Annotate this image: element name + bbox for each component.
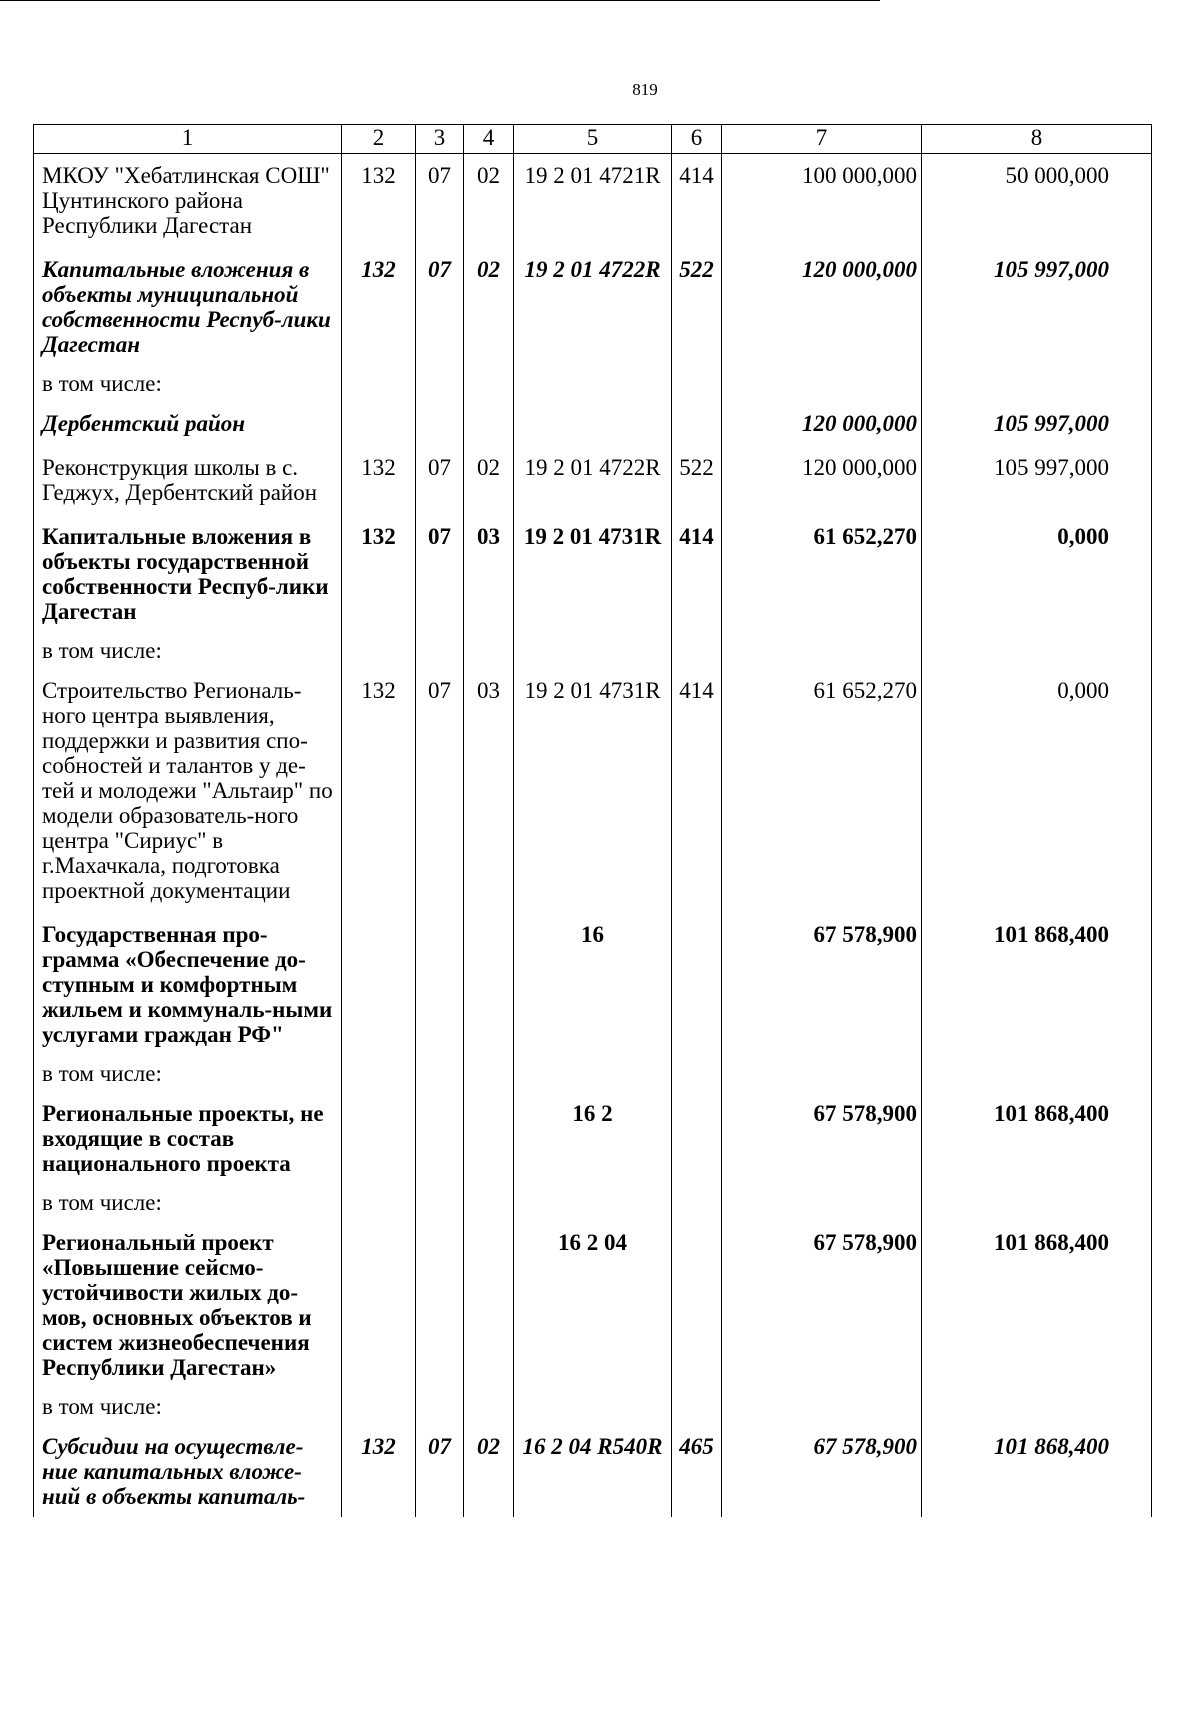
section-cell: 07	[416, 446, 464, 515]
amount-cell: 67 578,900	[722, 1092, 922, 1186]
subsection-cell	[464, 913, 514, 1057]
section-cell	[416, 913, 464, 1057]
target-article-cell: 16	[514, 913, 672, 1057]
target-article-cell	[514, 634, 672, 669]
expense-type-cell: 414	[672, 515, 722, 634]
column-header: 8	[922, 125, 1152, 154]
expense-type-cell: 414	[672, 154, 722, 249]
code-cell	[342, 367, 416, 402]
amount-cell: 105 997,000	[922, 248, 1152, 367]
code-cell	[342, 1221, 416, 1390]
column-header: 7	[722, 125, 922, 154]
amount-cell	[722, 634, 922, 669]
expense-type-cell	[672, 1186, 722, 1221]
table-row	[34, 1092, 1152, 1186]
amount-cell: 120 000,000	[722, 446, 922, 515]
target-article-cell: 19 2 01 4722R	[514, 446, 672, 515]
subsection-cell: 02	[464, 154, 514, 249]
page-number: 819	[632, 80, 658, 99]
subsection-cell	[464, 367, 514, 402]
subsection-cell	[464, 1390, 514, 1425]
code-cell: 132	[342, 1425, 416, 1517]
subsection-cell: 03	[464, 515, 514, 634]
amount-cell	[922, 634, 1152, 669]
target-article-cell: 19 2 01 4721R	[514, 154, 672, 249]
table-row	[34, 1221, 1152, 1390]
section-cell: 07	[416, 515, 464, 634]
code-cell	[342, 634, 416, 669]
section-cell: 07	[416, 1425, 464, 1517]
table-row	[34, 1425, 1152, 1517]
row-name-cell: в том числе:	[34, 367, 342, 402]
column-header: 3	[416, 125, 464, 154]
code-cell	[342, 1186, 416, 1221]
amount-cell: 101 868,400	[922, 913, 1152, 1057]
subsection-cell: 02	[464, 446, 514, 515]
code-cell	[342, 1390, 416, 1425]
table-row	[34, 515, 1152, 634]
expense-type-cell	[672, 1092, 722, 1186]
amount-cell: 105 997,000	[922, 446, 1152, 515]
amount-cell	[722, 1057, 922, 1092]
code-cell: 132	[342, 515, 416, 634]
subsection-cell	[464, 1092, 514, 1186]
table-row	[34, 1186, 1152, 1221]
code-cell: 132	[342, 154, 416, 249]
code-cell	[342, 1057, 416, 1092]
target-article-cell	[514, 367, 672, 402]
subsection-cell	[464, 1221, 514, 1390]
amount-cell: 120 000,000	[722, 402, 922, 446]
column-header: 6	[672, 125, 722, 154]
code-cell	[342, 402, 416, 446]
section-cell	[416, 1186, 464, 1221]
code-cell: 132	[342, 446, 416, 515]
row-name-cell: Региональный проект «Повышение сейсмо-устойчивости жилых до-мов, основных объектов и систем жизнеобеспечения Республики Дагестан»	[34, 1221, 342, 1390]
section-cell	[416, 1092, 464, 1186]
amount-cell	[922, 1057, 1152, 1092]
target-article-cell	[514, 1186, 672, 1221]
amount-cell: 101 868,400	[922, 1221, 1152, 1390]
amount-cell: 50 000,000	[922, 154, 1152, 249]
expense-type-cell	[672, 1221, 722, 1390]
section-cell	[416, 634, 464, 669]
expense-type-cell: 522	[672, 446, 722, 515]
amount-cell: 61 652,270	[722, 669, 922, 913]
row-name-cell: Реконструкция школы в с. Геджух, Дербентский район	[34, 446, 342, 515]
expense-type-cell: 465	[672, 1425, 722, 1517]
table-row	[34, 402, 1152, 446]
expense-type-cell	[672, 1057, 722, 1092]
amount-cell: 105 997,000	[922, 402, 1152, 446]
row-name-cell: Региональные проекты, не входящие в состав национального проекта	[34, 1092, 342, 1186]
column-header: 5	[514, 125, 672, 154]
subsection-cell	[464, 402, 514, 446]
amount-cell	[922, 367, 1152, 402]
row-name-cell: Субсидии на осуществле-ние капитальных вложе-ний в объекты капиталь-	[34, 1425, 342, 1517]
amount-cell	[722, 1390, 922, 1425]
section-cell: 07	[416, 154, 464, 249]
column-header: 4	[464, 125, 514, 154]
expense-type-cell	[672, 1390, 722, 1425]
column-header: 1	[34, 125, 342, 154]
table-row	[34, 248, 1152, 367]
subsection-cell: 03	[464, 669, 514, 913]
target-article-cell: 16 2	[514, 1092, 672, 1186]
row-name-cell: Дербентский район	[34, 402, 342, 446]
amount-cell: 100 000,000	[722, 154, 922, 249]
section-cell	[416, 1057, 464, 1092]
amount-cell: 67 578,900	[722, 913, 922, 1057]
amount-cell: 0,000	[922, 515, 1152, 634]
table-row	[34, 1057, 1152, 1092]
table-row	[34, 913, 1152, 1057]
expense-type-cell	[672, 913, 722, 1057]
target-article-cell	[514, 1057, 672, 1092]
amount-cell: 61 652,270	[722, 515, 922, 634]
amount-cell	[722, 367, 922, 402]
amount-cell: 67 578,900	[722, 1425, 922, 1517]
table-row	[34, 669, 1152, 913]
expense-type-cell: 414	[672, 669, 722, 913]
expense-type-cell	[672, 402, 722, 446]
target-article-cell: 16 2 04	[514, 1221, 672, 1390]
subsection-cell	[464, 634, 514, 669]
row-name-cell: Капитальные вложения в объекты муниципальной собственности Респуб-лики Дагестан	[34, 248, 342, 367]
expense-type-cell	[672, 367, 722, 402]
table-row	[34, 154, 1152, 249]
header-row	[34, 125, 1152, 154]
target-article-cell	[514, 402, 672, 446]
table-row	[34, 634, 1152, 669]
code-cell	[342, 1092, 416, 1186]
subsection-cell	[464, 1186, 514, 1221]
table-body	[34, 154, 1152, 1518]
amount-cell: 101 868,400	[922, 1092, 1152, 1186]
target-article-cell: 19 2 01 4731R	[514, 515, 672, 634]
section-cell: 07	[416, 248, 464, 367]
budget-table	[33, 124, 1152, 1517]
row-name-cell: Государственная про-грамма «Обеспечение до-ступным и комфортным жильем и коммуналь-ными услугами граждан РФ"	[34, 913, 342, 1057]
target-article-cell: 19 2 01 4731R	[514, 669, 672, 913]
amount-cell	[922, 1390, 1152, 1425]
amount-cell	[722, 1186, 922, 1221]
target-article-cell: 19 2 01 4722R	[514, 248, 672, 367]
target-article-cell: 16 2 04 R540R	[514, 1425, 672, 1517]
subsection-cell: 02	[464, 1425, 514, 1517]
section-cell	[416, 402, 464, 446]
code-cell: 132	[342, 248, 416, 367]
section-cell	[416, 1390, 464, 1425]
row-name-cell: в том числе:	[34, 1186, 342, 1221]
table-row	[34, 367, 1152, 402]
code-cell	[342, 913, 416, 1057]
row-name-cell: Строительство Региональ-ного центра выявления, поддержки и развития спо-собностей и талантов у де-тей и молодежи "Альтаир" по модели образователь-ного центра "Сириус" в г.Махачкала, подготовка проектной документации	[34, 669, 342, 913]
expense-type-cell: 522	[672, 248, 722, 367]
section-cell	[416, 1221, 464, 1390]
row-name-cell: Капитальные вложения в объекты государственной собственности Респуб-лики Дагестан	[34, 515, 342, 634]
subsection-cell	[464, 1057, 514, 1092]
table-row	[34, 1390, 1152, 1425]
expense-type-cell	[672, 634, 722, 669]
row-name-cell: в том числе:	[34, 1390, 342, 1425]
column-header: 2	[342, 125, 416, 154]
table-row	[34, 446, 1152, 515]
amount-cell: 120 000,000	[722, 248, 922, 367]
amount-cell: 101 868,400	[922, 1425, 1152, 1517]
row-name-cell: в том числе:	[34, 634, 342, 669]
amount-cell: 67 578,900	[722, 1221, 922, 1390]
amount-cell	[922, 1186, 1152, 1221]
row-name-cell: МКОУ "Хебатлинская СОШ" Цунтинского района Республики Дагестан	[34, 154, 342, 249]
amount-cell: 0,000	[922, 669, 1152, 913]
section-cell	[416, 367, 464, 402]
scan-edge-line	[0, 0, 880, 1]
code-cell: 132	[342, 669, 416, 913]
target-article-cell	[514, 1390, 672, 1425]
row-name-cell: в том числе:	[34, 1057, 342, 1092]
section-cell: 07	[416, 669, 464, 913]
subsection-cell: 02	[464, 248, 514, 367]
